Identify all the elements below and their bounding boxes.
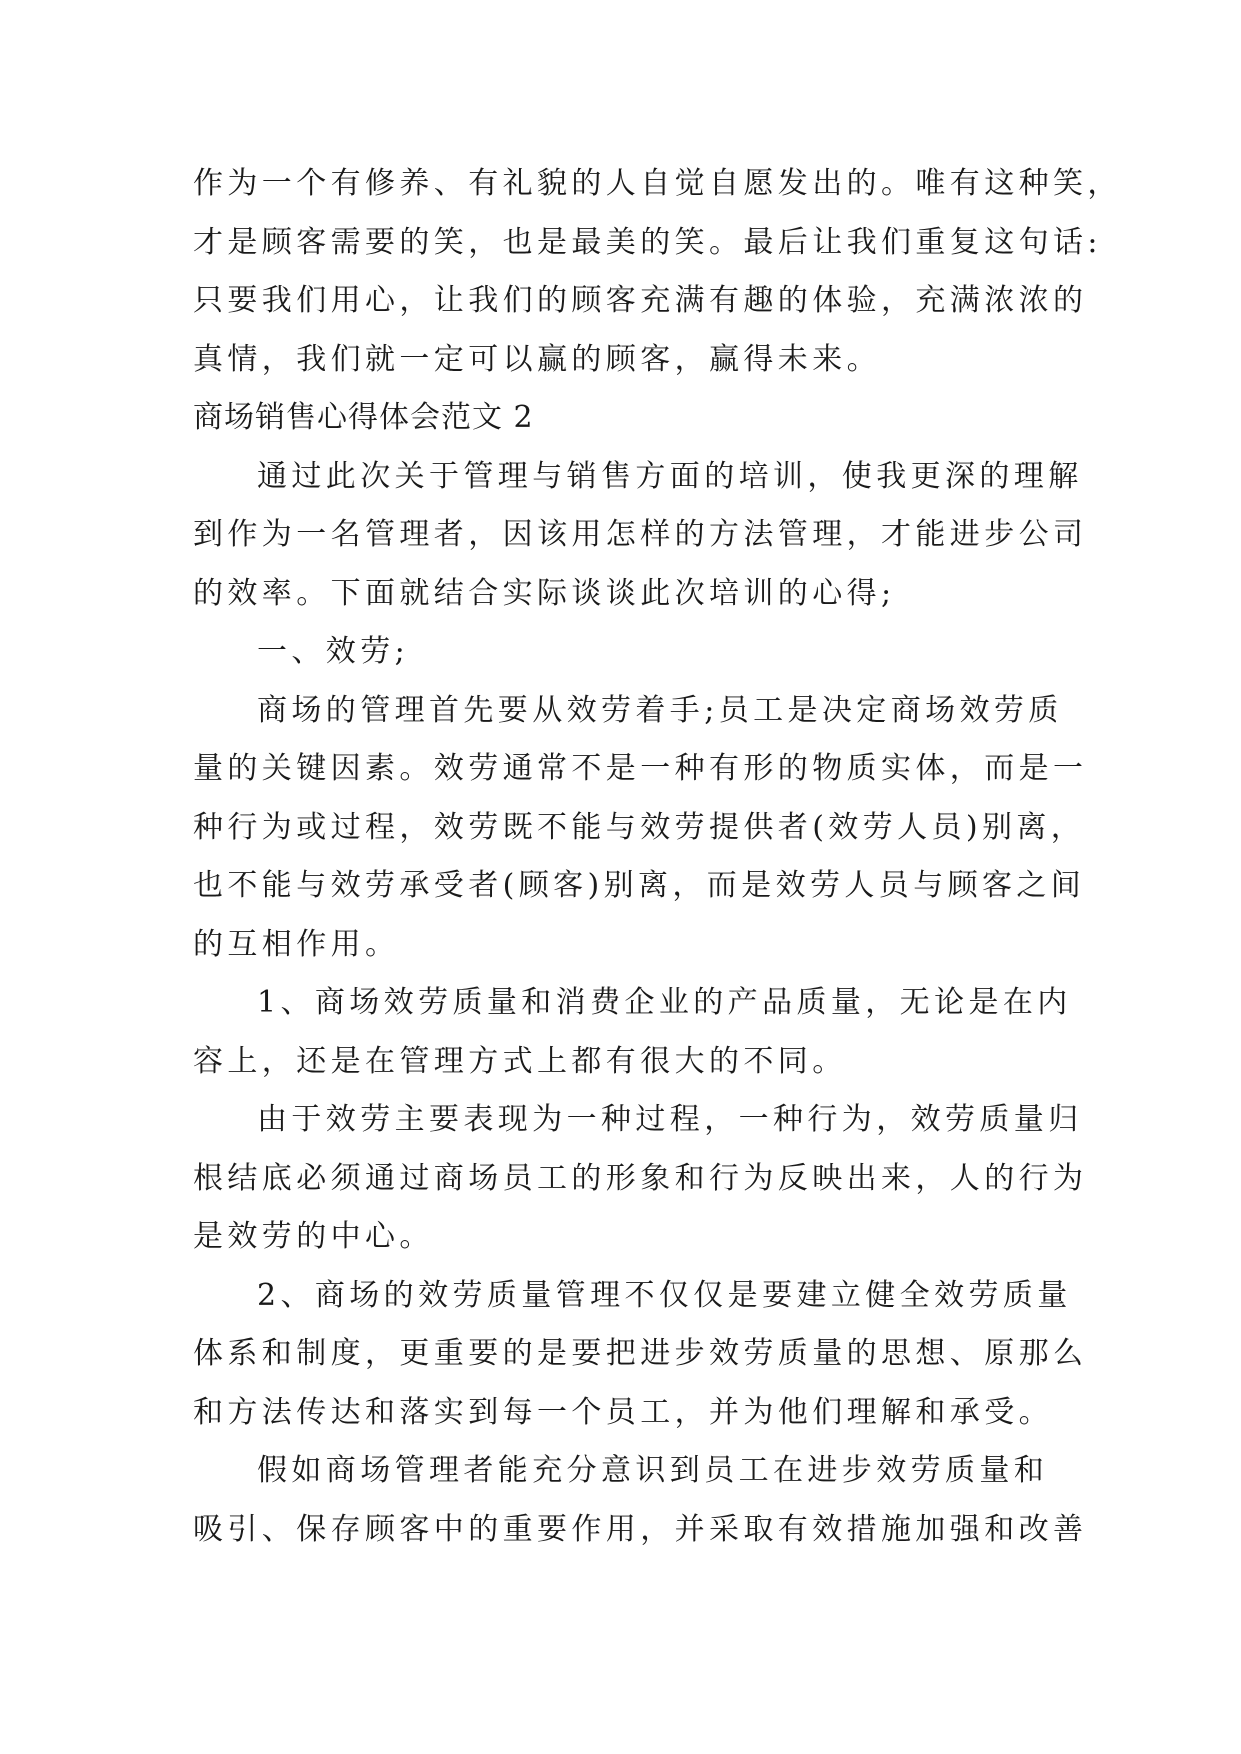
section-heading: 商场销售心得体会范文 2 xyxy=(193,400,534,435)
text-line: 根结底必须通过商场员工的形象和行为反映出来，人的行为 xyxy=(193,1160,1088,1196)
text-line: 和方法传达和落实到每一个员工，并为他们理解和承受。 xyxy=(193,1394,1053,1430)
text-line: 的效率。下面就结合实际谈谈此次培训的心得; xyxy=(193,575,896,611)
text-line: 商场的管理首先要从效劳着手;员工是决定商场效劳质 xyxy=(257,692,1063,728)
text-line: 是效劳的中心。 xyxy=(193,1219,434,1254)
text-line: 只要我们用心，让我们的顾客充满有趣的体验，充满浓浓的 xyxy=(193,283,1088,318)
text-line: 到作为一名管理者，因该用怎样的方法管理，才能进步公司 xyxy=(193,517,1088,552)
text-line: 体系和制度，更重要的是要把进步效劳质量的思想、原那么 xyxy=(193,1336,1088,1371)
text-line: 通过此次关于管理与销售方面的培训，使我更深的理解 xyxy=(257,458,1083,494)
text-line: 才是顾客需要的笑，也是最美的笑。最后让我们重复这句话: xyxy=(193,224,1102,260)
text-line: 吸引、保存顾客中的重要作用，并采取有效措施加强和改善 xyxy=(193,1511,1088,1547)
text-line: 也不能与效劳承受者(顾客)别离，而是效劳人员与顾客之间 xyxy=(193,868,1086,903)
text-line: 种行为或过程，效劳既不能与效劳提供者(效劳人员)别离， xyxy=(193,809,1086,845)
text-line: 假如商场管理者能充分意识到员工在进步效劳质量和 xyxy=(257,1453,1049,1488)
text-line: 1、商场效劳质量和消费企业的产品质量，无论是在内 xyxy=(257,985,1072,1020)
text-line: 由于效劳主要表现为一种过程，一种行为，效劳质量归 xyxy=(257,1102,1083,1137)
text-line: 2、商场的效劳质量管理不仅仅是要建立健全效劳质量 xyxy=(257,1277,1072,1313)
text-line: 容上，还是在管理方式上都有很大的不同。 xyxy=(193,1043,847,1079)
text-line: 作为一个有修养、有礼貌的人自觉自愿发出的。唯有这种笑， xyxy=(193,166,1122,201)
text-line: 真情，我们就一定可以赢的顾客，赢得未来。 xyxy=(193,341,881,377)
text-line: 量的关键因素。效劳通常不是一种有形的物质实体，而是一 xyxy=(193,751,1088,786)
text-line: 的互相作用。 xyxy=(193,926,400,962)
subheading: 一、效劳; xyxy=(257,634,410,669)
document-body xyxy=(193,155,1122,1559)
